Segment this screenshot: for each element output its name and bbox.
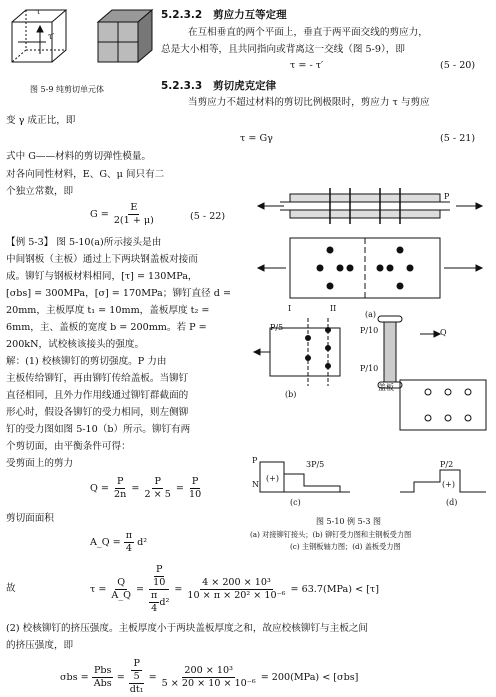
equation-5-22 [90,202,156,227]
figure-5-10-subcaption-1: (a) 对接铆钉接头；(b) 铆钉受力图和主钢板受力图 [250,530,412,539]
equals: = [116,671,125,683]
force-label-p5: P/5 [270,323,284,332]
force-label-p10: P/10 [360,326,379,335]
section-number: 5.2.3.2 [161,9,203,21]
section-heading-5-2-3-2 [161,8,287,22]
denominator: 2n [114,489,127,500]
compound-fraction [147,564,171,615]
eq-fraction [112,202,156,227]
example-line: 200kN，试校核该接头的强度。 [6,339,145,350]
equation-shear-stress [90,564,379,615]
denominator: dt₁ [129,684,144,695]
example-line: 【例 5-3】 图 5-10(a)所示接头是由 [6,237,162,248]
figure-5-9-caption: 图 5-9 纯剪切单元体 [30,85,104,94]
equation-shear-area [90,530,147,555]
equation-number: (5 - 20) [440,60,476,71]
section-title: 剪应力互等定理 [213,9,287,21]
section-mark-i: I [288,304,292,313]
denominator: 4 [125,543,132,554]
body-line: (2) 校核铆钉的挤压强度。主板厚度小于两块盖板厚度之和，故应校核铆钉与主板之间 [6,623,369,634]
eq-lhs: A_Q = [90,537,121,548]
body-line: 变 γ 成正比，即 [6,115,76,126]
figure-5-10-subcaption-2: (c) 主钢板轴力图；(d) 盖板受力图 [290,542,401,551]
eq-fraction [160,665,258,690]
figure-5-10-caption: 图 5-10 例 5-3 图 [316,517,382,526]
body-line: 的挤压强度，即 [6,640,74,651]
equals: = [148,671,157,683]
denominator: 10 [153,577,166,588]
sign-plus: (+) [442,480,455,489]
body-line: 总是大小相等，且共同指向或背离这一交线（图 5-9），即 [161,44,405,55]
denominator: 10 [189,489,202,500]
numerator: Q [117,577,126,588]
pure-shear-element-diagram [6,4,154,74]
numerator: π [151,590,158,601]
denominator: 4 [151,603,158,614]
figure-5-9 [6,4,154,94]
axis-label-n: N [252,480,259,489]
denominator: Abs [93,677,112,689]
force-label-p: P [252,456,258,465]
eq-result: = 63.7(MPa) < [τ] [290,584,379,595]
example-line: 钉的受力图如图 5-10（b）所示。铆钉有两 [6,424,191,435]
numerator: P [116,476,124,487]
numerator [129,658,143,684]
body-line: 在互相垂直的两个平面上，垂直于两平面交线的剪应力， [188,27,428,38]
section-heading-5-2-3-3 [161,79,276,93]
equals: = [174,584,183,595]
section-mark-ii: II [330,304,337,313]
shear-label-q: Q [440,328,447,337]
equation-shear-force [90,476,203,501]
compound-fraction [128,658,146,696]
eq-fraction [143,476,173,501]
figure-5-10 [250,180,490,560]
denominator: 5 × 20 × 10 × 10⁻⁶ [161,677,256,689]
eq-fraction [109,577,133,602]
label-c: (c) [290,498,301,507]
example-line: 受剪面上的剪力 [6,458,74,469]
equals: = [136,584,145,595]
eq-tail: d² [137,537,148,548]
eq-lhs: τ = [90,584,107,595]
eq-tail: d² [159,597,170,608]
example-line: [σbs] = 300MPa，[σ] = 170MPa；铆钉直径 d = [6,288,232,299]
example-line: 20mm，主板厚度 t₁ = 10mm，盖板厚度 t₂ = [6,305,210,316]
label-b: (b) [285,390,297,399]
body-line: 故 [6,583,16,594]
numerator: E [130,202,138,213]
numerator: P [133,658,140,669]
denominator: 2(1 + μ) [113,215,154,226]
label-a: (a) [365,310,377,319]
example-line: 主板传给铆钉，再由铆钉传给盖板。当铆钉 [6,373,189,384]
equals: = [175,483,184,494]
section-title: 剪切虎克定律 [213,80,277,92]
denominator: 10 × π × 20² × 10⁻⁶ [187,590,286,601]
example-line: 形心时，假设各铆钉的受力相同，则左侧铆 [6,407,189,418]
example-line: 解：(1) 校核铆钉的剪切强度。P 力由 [6,356,167,367]
equation-number: (5 - 22) [190,211,226,222]
force-label-p10: P/10 [360,364,379,373]
label-d: (d) [446,498,458,507]
eq-lhs: G = [90,209,109,220]
body-line: 剪切面面积 [6,513,54,524]
denominator [147,590,171,615]
example-line: 个剪切面，由平衡条件可得： [6,441,131,452]
riveted-joint-diagram [250,180,490,500]
body-line: 当剪应力不超过材料的剪切比例极限时，剪应力 τ 与剪应 [188,97,430,108]
numerator [149,564,169,590]
eq-lhs: Q = [90,483,109,494]
force-label-p: P [444,192,450,201]
eq-lhs: σbs = [60,671,89,683]
eq-fraction [92,665,114,690]
body-line: 对各向同性材料，E、G、μ 间只有二 [6,169,165,180]
numerator: 200 × 10³ [184,664,233,676]
section-number: 5.2.3.3 [161,80,203,92]
example-line: 直径相同，且外力作用线通过铆钉群截面的 [6,390,189,401]
numerator: π [125,530,133,541]
eq-result: = 200(MPa) < [σbs] [260,671,359,683]
equation-5-21: τ = Gγ [240,133,273,144]
eq-fraction [185,577,287,602]
numerator: P [154,476,161,487]
eq-fraction [112,476,128,501]
body-line: 式中 G——材料的剪切弹性模量。 [6,151,152,162]
equation-bearing-stress [60,658,358,696]
example-line: 6mm，主、盖板的宽度 b = 200mm。若 P = [6,322,207,333]
cover-plate-label: 盖板 [378,383,394,392]
equation-5-20: τ = - τ′ [290,60,324,71]
tau-label: τ [36,7,41,16]
numerator: 4 × 200 × 10³ [202,577,271,588]
body-line: 个独立常数，即 [6,186,74,197]
equation-number: (5 - 21) [440,133,476,144]
numerator: Pbs [93,664,112,676]
tau-prime-label: τ′ [48,32,55,41]
denominator: 2 × 5 [144,489,171,500]
denominator: 5 [133,671,140,682]
eq-fraction [124,530,134,555]
eq-fraction [187,476,203,501]
numerator: P [191,476,199,487]
numerator: P [155,564,163,575]
denominator: A_Q [111,590,131,601]
equals: = [131,483,140,494]
example-line: 中间钢板（主板）通过上下两块钢盖板对接而 [6,254,198,265]
example-line: 成。铆钉与钢板材料相同，[τ] = 130MPa， [6,271,198,282]
force-label-p2: P/2 [440,460,454,469]
sign-plus: (+) [266,474,279,483]
force-label-3p5: 3P/5 [306,460,325,469]
